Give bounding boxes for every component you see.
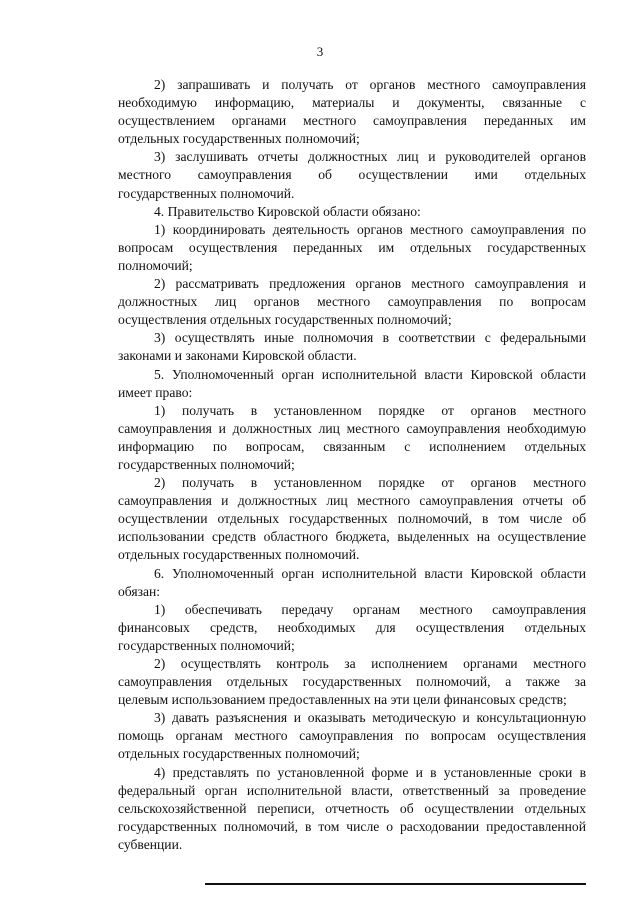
- paragraph: [118, 221, 586, 275]
- paragraph-line: вопросам осуществления переданных им отдельных государственных: [118, 239, 586, 255]
- paragraph-line: 6. Уполномоченный орган исполнительной власти Кировской области: [154, 565, 586, 581]
- paragraph-line: самоуправления отдельных государственных полномочий, а также за: [118, 674, 586, 690]
- paragraph-line: отдельных государственных полномочий;: [118, 746, 360, 762]
- paragraph-line: 3) давать разъяснения и оказывать методическую и консультационную: [154, 710, 586, 726]
- paragraph-line: законами и законами Кировской области.: [118, 348, 357, 364]
- paragraph-line: государственных полномочий;: [118, 637, 295, 653]
- footer-rule: [205, 883, 586, 885]
- paragraph: [118, 565, 586, 601]
- paragraph-line: местного самоуправления об осуществлении ими отдельных: [118, 167, 586, 183]
- paragraph: [118, 474, 586, 564]
- paragraph-line: целевым использованием предоставленных на эти цели финансовых средств;: [118, 692, 567, 708]
- document-body: [118, 76, 586, 854]
- paragraph: [118, 366, 586, 402]
- paragraph-line: субвенции.: [118, 836, 183, 852]
- paragraph-line: государственных полномочий.: [118, 185, 295, 201]
- paragraph-line: должностных лиц органов местного самоуправления по вопросам: [118, 294, 586, 310]
- paragraph-line: информацию по вопросам, связанным с исполнением отдельных: [118, 438, 586, 454]
- paragraph-line: осуществления отдельных государственных полномочий;: [118, 312, 452, 328]
- paragraph-line: сельскохозяйственной переписи, отчетность об осуществлении отдельных: [118, 800, 586, 816]
- paragraph-line: имеет право:: [118, 384, 193, 400]
- paragraph-line: обязан:: [118, 583, 161, 599]
- paragraph: [118, 601, 586, 655]
- paragraph-line: отдельных государственных полномочий;: [118, 131, 360, 147]
- paragraph-line: 5. Уполномоченный орган исполнительной власти Кировской области: [154, 366, 586, 382]
- paragraph-line: отдельных государственных полномочий.: [118, 547, 360, 563]
- paragraph: [118, 655, 586, 709]
- paragraph-line: полномочий;: [118, 257, 193, 273]
- paragraph: [118, 275, 586, 329]
- paragraph-line: 4. Правительство Кировской области обязано:: [154, 203, 421, 219]
- paragraph: [118, 329, 586, 365]
- paragraph: [118, 203, 586, 221]
- paragraph-line: необходимую информацию, материалы и документы, связанные с: [118, 95, 586, 111]
- paragraph: [118, 76, 586, 148]
- paragraph-line: 1) координировать деятельность органов местного самоуправления по: [154, 221, 586, 237]
- paragraph-line: государственных полномочий;: [118, 456, 295, 472]
- paragraph-line: осуществлении отдельных государственных полномочий, в том числе об: [118, 511, 586, 527]
- paragraph-line: 2) получать в установленном порядке от органов местного: [154, 475, 586, 491]
- paragraph-line: использовании средств областного бюджета, выделенных на осуществление: [118, 529, 586, 545]
- paragraph-line: 1) обеспечивать передачу органам местного самоуправления: [154, 601, 586, 617]
- paragraph-line: 2) рассматривать предложения органов местного самоуправления и: [154, 276, 586, 292]
- paragraph-line: 4) представлять по установленной форме и в установленные сроки в: [154, 764, 586, 780]
- paragraph-line: федеральный орган исполнительной власти, ответственный за проведение: [118, 782, 586, 798]
- paragraph: [118, 402, 586, 474]
- paragraph-line: государственных полномочий, в том числе о расходовании предоставленной: [118, 818, 586, 834]
- paragraph: [118, 709, 586, 763]
- paragraph-line: самоуправления и должностных лиц местного самоуправления отчеты об: [118, 493, 586, 509]
- paragraph: [118, 764, 586, 854]
- paragraph-line: помощь органам местного самоуправления по вопросам осуществления: [118, 728, 586, 744]
- paragraph-line: осуществлением органами местного самоуправления переданных им: [118, 113, 586, 129]
- paragraph: [118, 148, 586, 202]
- paragraph-line: 1) получать в установленном порядке от органов местного: [154, 402, 586, 418]
- paragraph-line: финансовых средств, необходимых для осуществления отдельных: [118, 619, 586, 635]
- page-number: 3: [316, 44, 324, 59]
- paragraph-line: 3) заслушивать отчеты должностных лиц и руководителей органов: [154, 149, 586, 165]
- paragraph-line: самоуправления и должностных лиц местного самоуправления необходимую: [118, 420, 586, 436]
- paragraph-line: 2) запрашивать и получать от органов местного самоуправления: [154, 77, 586, 92]
- paragraph-line: 3) осуществлять иные полномочия в соответствии с федеральными: [154, 330, 586, 346]
- paragraph-line: 2) осуществлять контроль за исполнением органами местного: [154, 656, 586, 671]
